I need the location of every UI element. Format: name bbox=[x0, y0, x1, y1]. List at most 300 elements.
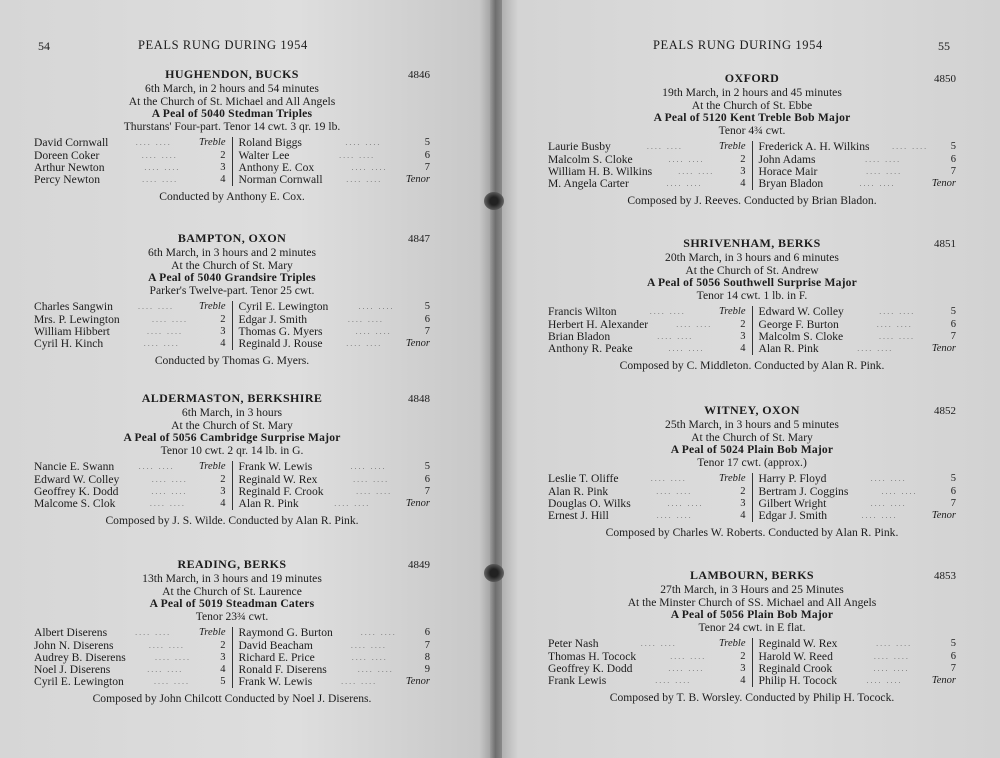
bell-number: 4 bbox=[220, 173, 226, 185]
bell-number: 5 bbox=[424, 301, 430, 313]
ringer-name: George F. Burton bbox=[758, 317, 839, 331]
bell-number: 4 bbox=[220, 337, 226, 349]
ringer-name: Frank W. Lewis bbox=[238, 460, 313, 474]
ringer-name: Reginald W. Rex bbox=[238, 472, 318, 486]
ringers-right-column bbox=[233, 137, 431, 186]
ringers-right-column bbox=[233, 627, 431, 688]
peal-record bbox=[548, 237, 956, 373]
ringer-row bbox=[239, 498, 431, 510]
bell-number: 7 bbox=[950, 497, 956, 509]
ringer-name: Edgar J. Smith bbox=[238, 312, 308, 326]
bell-number: Tenor bbox=[931, 177, 956, 189]
leader-dots: .... .... bbox=[334, 498, 371, 508]
peal-method: A Peal of 5056 Cambridge Surprise Major bbox=[123, 431, 341, 445]
ringer-row bbox=[759, 343, 957, 355]
bell-number: 5 bbox=[950, 141, 956, 153]
bell-number: 6 bbox=[950, 318, 956, 330]
ringer-row bbox=[34, 474, 226, 486]
ringers-right-column bbox=[753, 141, 957, 190]
peal-title-row bbox=[34, 558, 430, 573]
peal-number: 4850 bbox=[934, 73, 956, 85]
peal-method: A Peal of 5040 Stedman Triples bbox=[151, 107, 313, 121]
bell-number: 2 bbox=[220, 149, 226, 161]
peal-title-row bbox=[548, 72, 956, 87]
ringer-row bbox=[759, 651, 957, 663]
ringer-name: Brian Bladon bbox=[548, 329, 611, 343]
peal-info-line: 20th March, in 3 hours and 6 minutes bbox=[665, 251, 839, 264]
leader-dots: .... .... bbox=[135, 138, 172, 148]
ringer-name: Reginald Crook bbox=[758, 661, 833, 675]
peal-conductor: Composed by T. B. Worsley. Conducted by Philip H. Tocock. bbox=[609, 691, 895, 705]
bell-number: Treble bbox=[199, 137, 226, 149]
leader-dots: .... .... bbox=[147, 326, 184, 336]
ringer-row bbox=[548, 675, 746, 687]
peal-conductor: Composed by J. Reeves. Conducted by Brian Bladon. bbox=[627, 194, 877, 208]
ringer-row bbox=[239, 174, 431, 186]
leader-dots: .... .... bbox=[346, 174, 383, 184]
leader-dots: .... .... bbox=[341, 677, 378, 687]
leader-dots: .... .... bbox=[656, 486, 693, 496]
leader-dots: .... .... bbox=[657, 331, 694, 341]
peal-info-line: At the Church of St. Laurence bbox=[162, 584, 302, 598]
peal-conductor: Composed by J. S. Wilde. Conducted by Alan R. Pink. bbox=[105, 514, 359, 528]
leader-dots: .... .... bbox=[676, 319, 713, 329]
ringers-right-column bbox=[233, 461, 431, 510]
leader-dots: .... .... bbox=[144, 162, 181, 172]
ringer-row bbox=[34, 137, 226, 149]
leader-dots: .... .... bbox=[350, 640, 387, 650]
bell-number: 2 bbox=[220, 473, 226, 485]
peal-tenor-detail: Tenor 4¾ cwt. bbox=[718, 123, 786, 137]
binding-hole-lower bbox=[484, 564, 504, 582]
bell-number: 7 bbox=[950, 330, 956, 342]
leader-dots: .... .... bbox=[346, 338, 383, 348]
ringer-row bbox=[239, 314, 431, 326]
ringer-name: David Beacham bbox=[238, 638, 313, 652]
ringer-name: Frank Lewis bbox=[548, 673, 607, 687]
ringers-left-column bbox=[548, 306, 753, 355]
bell-number: 2 bbox=[740, 318, 746, 330]
ringer-name: Reginald W. Rex bbox=[758, 637, 838, 651]
ringer-row bbox=[34, 338, 226, 350]
ringer-row bbox=[759, 473, 957, 485]
bell-number: Treble bbox=[719, 306, 746, 318]
ringer-row bbox=[548, 510, 746, 522]
peal-tenor-detail: Tenor 10 cwt. 2 qr. 14 lb. in G. bbox=[160, 443, 304, 457]
right-page-number: 55 bbox=[938, 39, 950, 53]
leader-dots: .... .... bbox=[360, 628, 397, 638]
leader-dots: .... .... bbox=[646, 142, 683, 152]
ringer-name: Ernest J. Hill bbox=[548, 508, 609, 522]
ringer-row bbox=[548, 154, 746, 166]
peal-info-line: 13th March, in 3 hours and 19 minutes bbox=[142, 572, 322, 585]
ringer-row bbox=[239, 474, 431, 486]
ringers-table bbox=[548, 473, 956, 522]
bell-number: 2 bbox=[740, 485, 746, 497]
peal-title-row bbox=[34, 392, 430, 407]
peal-record bbox=[548, 569, 956, 705]
bell-number: 5 bbox=[950, 638, 956, 650]
peal-place: SHRIVENHAM, BERKS bbox=[683, 236, 821, 250]
bell-number: 6 bbox=[950, 485, 956, 497]
ringer-name: David Cornwall bbox=[34, 136, 109, 150]
bell-number: 7 bbox=[424, 325, 430, 337]
leader-dots: .... .... bbox=[137, 302, 174, 312]
peal-number: 4847 bbox=[408, 233, 430, 245]
peal-tenor-detail: Thurstans' Four-part. Tenor 14 cwt. 3 qr. 19 lb. bbox=[123, 119, 341, 133]
peal-title-row bbox=[548, 404, 956, 419]
ringer-name: Audrey B. Diserens bbox=[34, 650, 126, 664]
peal-place: LAMBOURN, BERKS bbox=[689, 568, 814, 582]
leader-dots: .... .... bbox=[154, 677, 191, 687]
leader-dots: .... .... bbox=[142, 174, 179, 184]
peal-record bbox=[548, 404, 956, 540]
ringers-left-column bbox=[34, 137, 233, 186]
bell-number: Tenor bbox=[931, 509, 956, 521]
peal-number: 4851 bbox=[934, 238, 956, 250]
ringers-left-column bbox=[34, 301, 233, 350]
bell-number: 3 bbox=[740, 330, 746, 342]
peal-place: ALDERMASTON, BERKSHIRE bbox=[141, 391, 323, 405]
leader-dots: .... .... bbox=[141, 150, 178, 160]
ringer-row bbox=[34, 498, 226, 510]
peal-info-line: 19th March, in 2 hours and 45 minutes bbox=[662, 86, 842, 99]
ringer-name: Malcolm S. Cloke bbox=[548, 152, 633, 166]
ringer-row bbox=[759, 638, 957, 650]
leader-dots: .... .... bbox=[149, 498, 186, 508]
peal-info-line: At the Minster Church of SS. Michael and All Angels bbox=[627, 595, 877, 609]
left-page-number: 54 bbox=[38, 39, 50, 53]
leader-dots: .... .... bbox=[640, 639, 677, 649]
peal-title-row bbox=[548, 569, 956, 584]
leader-dots: .... .... bbox=[356, 486, 393, 496]
leader-dots: .... .... bbox=[151, 474, 188, 484]
ringer-name: Malcolm S. Cloke bbox=[758, 329, 844, 343]
leader-dots: .... .... bbox=[876, 639, 913, 649]
leader-dots: .... .... bbox=[151, 486, 188, 496]
ringer-name: Edward W. Colley bbox=[34, 472, 120, 486]
ringer-name: William Hibbert bbox=[34, 324, 110, 338]
ringer-row bbox=[548, 343, 746, 355]
peal-number: 4846 bbox=[408, 69, 430, 81]
leader-dots: .... .... bbox=[143, 338, 180, 348]
ringer-name: Cyril E. Lewington bbox=[34, 675, 124, 689]
bell-number: 6 bbox=[424, 149, 430, 161]
peal-place: READING, BERKS bbox=[177, 557, 287, 571]
bell-number: 2 bbox=[740, 153, 746, 165]
ringer-name: William H. B. Wilkins bbox=[548, 164, 653, 178]
ringers-left-column bbox=[548, 638, 753, 687]
leader-dots: .... .... bbox=[650, 474, 687, 484]
ringer-name: Francis Wilton bbox=[548, 305, 617, 319]
peal-title-row bbox=[34, 68, 430, 83]
ringer-row bbox=[34, 676, 226, 688]
leader-dots: .... .... bbox=[866, 675, 903, 685]
ringer-name: Nancie E. Swann bbox=[34, 460, 115, 474]
peal-info-line: 6th March, in 3 hours and 2 minutes bbox=[147, 246, 317, 259]
leader-dots: .... .... bbox=[347, 314, 384, 324]
leader-dots: .... .... bbox=[135, 628, 172, 638]
bell-number: Treble bbox=[719, 141, 746, 153]
ringers-right-column bbox=[233, 301, 431, 350]
bell-number: 4 bbox=[220, 663, 226, 675]
ringer-row bbox=[548, 319, 746, 331]
peal-info-line: At the Church of St. Mary bbox=[171, 418, 293, 432]
bell-number: Treble bbox=[719, 638, 746, 650]
bell-number: 4 bbox=[740, 509, 746, 521]
ringer-row bbox=[239, 137, 431, 149]
ringer-name: Cyril H. Kinch bbox=[34, 336, 104, 350]
leader-dots: .... .... bbox=[350, 462, 387, 472]
peal-place: WITNEY, OXON bbox=[704, 403, 800, 417]
ringer-name: Geoffrey K. Dodd bbox=[34, 484, 119, 498]
ringer-row bbox=[759, 306, 957, 318]
ringers-left-column bbox=[34, 627, 233, 688]
leader-dots: .... .... bbox=[666, 178, 703, 188]
peal-record bbox=[34, 232, 430, 368]
peal-info-line: 27th March, in 3 Hours and 25 Minutes bbox=[660, 583, 844, 596]
ringer-row bbox=[548, 178, 746, 190]
peal-tenor-detail: Parker's Twelve-part. Tenor 25 cwt. bbox=[149, 283, 315, 297]
peal-number: 4852 bbox=[934, 405, 956, 417]
bell-number: Treble bbox=[199, 627, 226, 639]
ringer-name: Edgar J. Smith bbox=[758, 508, 828, 522]
ringers-left-column bbox=[34, 461, 233, 510]
ringer-row bbox=[759, 141, 957, 153]
leader-dots: .... .... bbox=[668, 663, 705, 673]
ringer-row bbox=[239, 301, 431, 313]
ringer-name: Herbert H. Alexander bbox=[548, 317, 649, 331]
bell-number: 7 bbox=[424, 639, 430, 651]
ringer-row bbox=[239, 676, 431, 688]
leader-dots: .... .... bbox=[151, 314, 188, 324]
ringer-name: Thomas G. Myers bbox=[238, 324, 323, 338]
ringers-table bbox=[548, 141, 956, 190]
ringer-name: Reginald J. Rouse bbox=[238, 336, 323, 350]
bell-number: 3 bbox=[740, 662, 746, 674]
ringer-name: Harry P. Floyd bbox=[758, 472, 827, 486]
ringer-name: Bertram J. Coggins bbox=[758, 484, 849, 498]
ringer-row bbox=[34, 150, 226, 162]
leader-dots: .... .... bbox=[861, 510, 898, 520]
bell-number: 3 bbox=[220, 325, 226, 337]
leader-dots: .... .... bbox=[865, 154, 902, 164]
leader-dots: .... .... bbox=[881, 486, 918, 496]
ringer-name: Thomas H. Tocock bbox=[548, 649, 637, 663]
leader-dots: .... .... bbox=[339, 150, 376, 160]
leader-dots: .... .... bbox=[870, 498, 907, 508]
leader-dots: .... .... bbox=[351, 652, 388, 662]
leader-dots: .... .... bbox=[351, 162, 388, 172]
ringer-name: Walter Lee bbox=[238, 148, 290, 162]
leader-dots: .... .... bbox=[873, 663, 910, 673]
ringer-row bbox=[34, 461, 226, 473]
leader-dots: .... .... bbox=[649, 307, 686, 317]
bell-number: 5 bbox=[950, 473, 956, 485]
peal-conductor: Composed by John Chilcott Conducted by Noel J. Diserens. bbox=[92, 692, 372, 706]
ringer-name: Percy Newton bbox=[34, 172, 101, 186]
peal-info-line: 25th March, in 3 hours and 5 minutes bbox=[665, 418, 839, 431]
ringer-row bbox=[548, 651, 746, 663]
bell-number: 3 bbox=[740, 497, 746, 509]
ringer-name: Charles Sangwin bbox=[34, 300, 113, 314]
leader-dots: .... .... bbox=[148, 640, 185, 650]
bell-number: 9 bbox=[424, 663, 430, 675]
right-page bbox=[498, 0, 1000, 758]
ringers-table bbox=[548, 638, 956, 687]
ringer-name: Alan R. Pink bbox=[548, 484, 609, 498]
bell-number: Tenor bbox=[405, 497, 430, 509]
leader-dots: .... .... bbox=[876, 319, 913, 329]
bell-number: 4 bbox=[220, 497, 226, 509]
leader-dots: .... .... bbox=[147, 664, 184, 674]
leader-dots: .... .... bbox=[866, 166, 903, 176]
ringer-name: Philip H. Tocock bbox=[758, 673, 838, 687]
ringers-table bbox=[34, 301, 430, 350]
peal-record bbox=[548, 72, 956, 208]
peal-tenor-detail: Tenor 14 cwt. 1 lb. in F. bbox=[696, 288, 808, 302]
peal-record bbox=[34, 68, 430, 204]
ringers-table bbox=[34, 461, 430, 510]
bell-number: Tenor bbox=[405, 337, 430, 349]
ringers-table bbox=[34, 137, 430, 186]
leader-dots: .... .... bbox=[878, 331, 915, 341]
ringer-name: Roland Biggs bbox=[238, 136, 302, 150]
ringer-row bbox=[759, 510, 957, 522]
peal-conductor: Composed by Charles W. Roberts. Conducted by Alan R. Pink. bbox=[605, 526, 899, 540]
leader-dots: .... .... bbox=[678, 166, 715, 176]
ringer-name: Harold W. Reed bbox=[758, 649, 833, 663]
peal-number: 4849 bbox=[408, 559, 430, 571]
bell-number: 8 bbox=[424, 651, 430, 663]
bell-number: 6 bbox=[424, 473, 430, 485]
ringer-name: Noel J. Diserens bbox=[34, 662, 111, 676]
leader-dots: .... .... bbox=[668, 343, 705, 353]
left-page bbox=[0, 0, 494, 758]
leader-dots: .... .... bbox=[857, 343, 894, 353]
leader-dots: .... .... bbox=[358, 302, 395, 312]
peal-record bbox=[34, 392, 430, 528]
peal-method: A Peal of 5040 Grandsire Triples bbox=[148, 271, 316, 285]
peal-method: A Peal of 5120 Kent Treble Bob Major bbox=[653, 111, 851, 125]
bell-number: 5 bbox=[950, 306, 956, 318]
bell-number: Treble bbox=[199, 301, 226, 313]
bell-number: 4 bbox=[740, 342, 746, 354]
bell-number: Treble bbox=[199, 461, 226, 473]
ringer-row bbox=[34, 301, 226, 313]
ringer-name: Anthony R. Peake bbox=[548, 341, 633, 355]
bell-number: Treble bbox=[719, 473, 746, 485]
peal-info-line: 6th March, in 3 hours bbox=[181, 406, 283, 419]
bell-number: Tenor bbox=[405, 173, 430, 185]
leader-dots: .... .... bbox=[155, 652, 191, 662]
ringers-left-column bbox=[548, 473, 753, 522]
bell-number: 5 bbox=[424, 461, 430, 473]
peal-tenor-detail: Tenor 17 cwt. (approx.) bbox=[697, 455, 807, 469]
bell-number: 4 bbox=[740, 177, 746, 189]
peal-tenor-detail: Tenor 23¾ cwt. bbox=[195, 609, 269, 623]
peal-tenor-detail: Tenor 24 cwt. in E flat. bbox=[698, 620, 806, 634]
ringer-row bbox=[759, 486, 957, 498]
ringer-row bbox=[759, 154, 957, 166]
bell-number: Tenor bbox=[931, 342, 956, 354]
ringer-row bbox=[34, 627, 226, 639]
bell-number: 4 bbox=[740, 674, 746, 686]
bell-number: 7 bbox=[424, 485, 430, 497]
ringer-name: Frank W. Lewis bbox=[238, 675, 313, 689]
ringer-name: Leslie T. Oliffe bbox=[548, 472, 619, 486]
leader-dots: .... .... bbox=[879, 307, 916, 317]
ringer-row bbox=[239, 627, 431, 639]
peal-conductor: Conducted by Thomas G. Myers. bbox=[154, 354, 310, 368]
ringer-name: Gilbert Wright bbox=[758, 496, 827, 510]
ringer-row bbox=[239, 150, 431, 162]
ringer-row bbox=[239, 640, 431, 652]
ringer-name: Alan R. Pink bbox=[758, 341, 819, 355]
ringer-row bbox=[548, 141, 746, 153]
bell-number: 6 bbox=[424, 313, 430, 325]
bell-number: 6 bbox=[424, 627, 430, 639]
bell-number: Tenor bbox=[405, 676, 430, 688]
ringers-right-column bbox=[753, 473, 957, 522]
peal-info-line: 6th March, in 2 hours and 54 minutes bbox=[145, 82, 319, 95]
ringer-name: Laurie Busby bbox=[548, 140, 611, 154]
ringer-row bbox=[548, 473, 746, 485]
ringer-name: Bryan Bladon bbox=[758, 176, 824, 190]
ringer-name: Frederick A. H. Wilkins bbox=[758, 140, 870, 154]
ringers-table bbox=[548, 306, 956, 355]
bell-number: 6 bbox=[950, 153, 956, 165]
peal-info-line: At the Church of St. Andrew bbox=[685, 263, 819, 277]
ringer-name: M. Angela Carter bbox=[548, 176, 629, 190]
leader-dots: .... .... bbox=[138, 462, 175, 472]
peal-method: A Peal of 5019 Steadman Caters bbox=[149, 597, 315, 611]
ringer-row bbox=[548, 638, 746, 650]
leader-dots: .... .... bbox=[345, 138, 382, 148]
peal-title-row bbox=[548, 237, 956, 252]
bell-number: 7 bbox=[950, 662, 956, 674]
ringer-row bbox=[239, 461, 431, 473]
ringer-name: Doreen Coker bbox=[34, 148, 100, 162]
bell-number: 3 bbox=[220, 651, 226, 663]
ringer-row bbox=[239, 338, 431, 350]
bell-number: 7 bbox=[424, 161, 430, 173]
bell-number: 6 bbox=[950, 650, 956, 662]
bell-number: 3 bbox=[220, 161, 226, 173]
leader-dots: .... .... bbox=[668, 154, 705, 164]
peal-conductor: Composed by C. Middleton. Conducted by Alan R. Pink. bbox=[619, 359, 885, 373]
ringer-name: Geoffrey K. Dodd bbox=[548, 661, 633, 675]
peal-record bbox=[34, 558, 430, 706]
book-gutter bbox=[490, 0, 502, 758]
ringer-name: Horace Mair bbox=[758, 164, 818, 178]
leader-dots: .... .... bbox=[355, 326, 392, 336]
peal-number: 4848 bbox=[408, 393, 430, 405]
leader-dots: .... .... bbox=[859, 178, 896, 188]
peal-method: A Peal of 5056 Southwell Surprise Major bbox=[646, 276, 858, 290]
bell-number: 2 bbox=[220, 639, 226, 651]
bell-number: 3 bbox=[740, 165, 746, 177]
ringer-name: Reginald F. Crook bbox=[238, 484, 324, 498]
ringer-row bbox=[548, 306, 746, 318]
ringer-name: Anthony E. Cox bbox=[238, 160, 315, 174]
peal-info-line: At the Church of St. Michael and All Angels bbox=[128, 94, 336, 108]
ringer-name: Cyril E. Lewington bbox=[238, 300, 329, 314]
leader-dots: .... .... bbox=[656, 510, 693, 520]
bell-number: 5 bbox=[424, 137, 430, 149]
leader-dots: .... .... bbox=[892, 142, 929, 152]
ringer-name: John N. Diserens bbox=[34, 638, 114, 652]
